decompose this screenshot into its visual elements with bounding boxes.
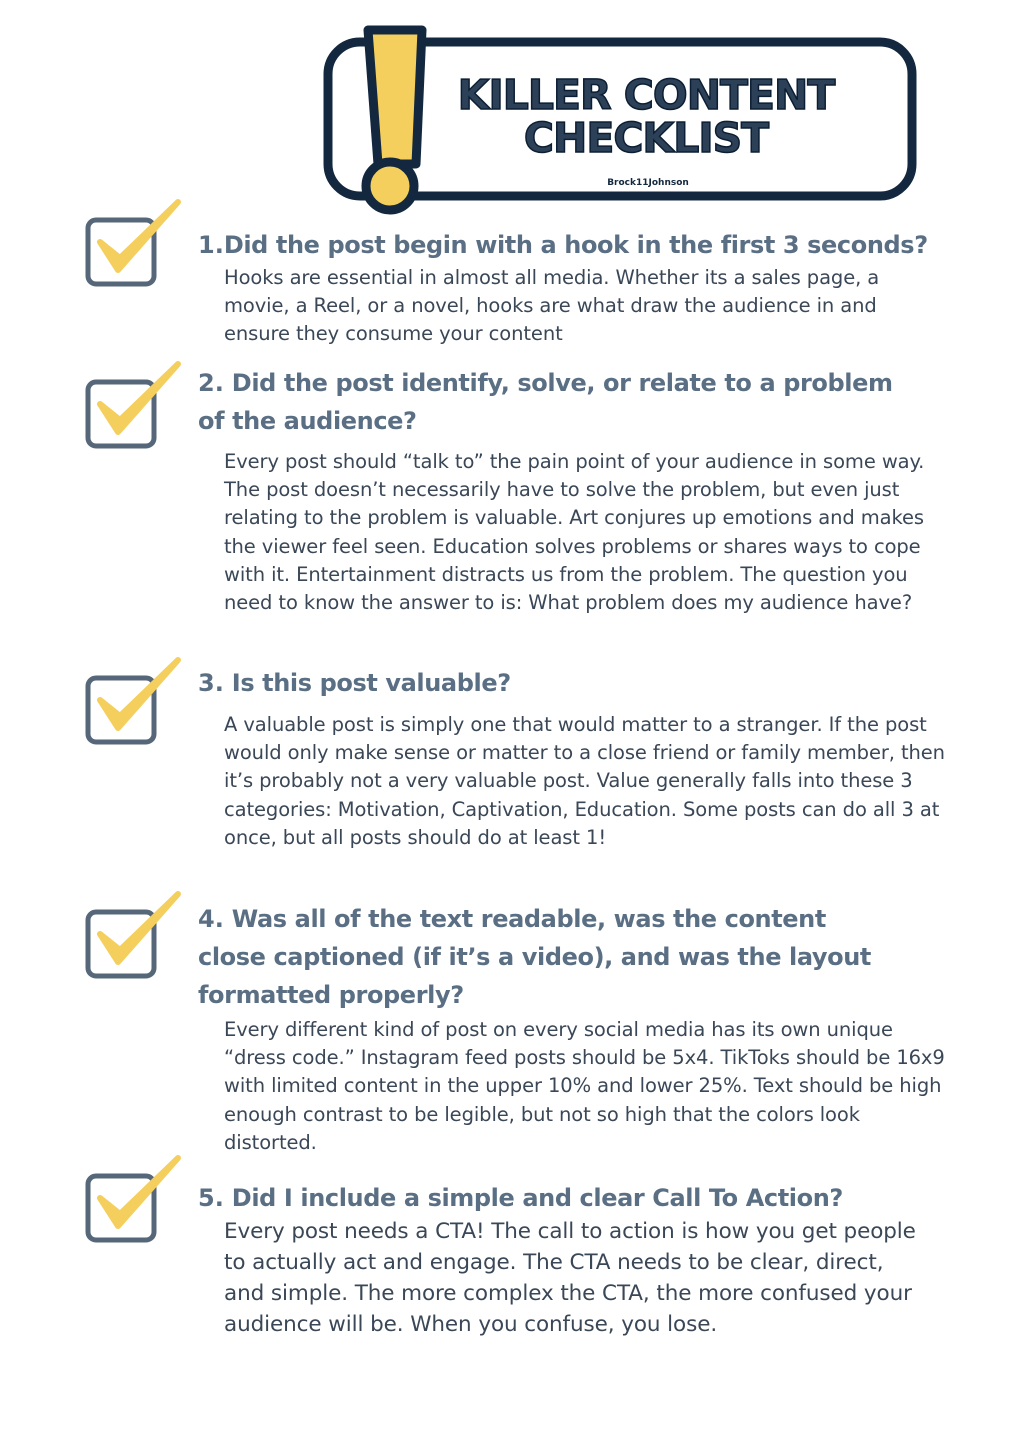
checkbox-checked-icon [84, 1154, 184, 1244]
brand-name: Brock11Johnson [607, 178, 689, 188]
checkbox-checked-icon [84, 656, 184, 746]
question-heading: 3. Is this post valuable? [198, 669, 511, 697]
title-line-1: KILLER CONTENT [457, 71, 835, 119]
question-heading: 1.Did the post begin with a hook in the first 3 seconds? [198, 231, 928, 259]
question-heading: 2. Did the post identify, solve, or relate to a problem of the audience? [198, 369, 893, 435]
answer-text: Every post needs a CTA! The call to action is how you get people to actually act and engage. The CTA needs to be clear, direct, and simple. The more complex the CTA, the more confused your audience will be. When you confuse, you lose. [224, 1219, 916, 1337]
exclamation-icon [366, 30, 422, 210]
answer-text: Every post should “talk to” the pain point of your audience in some way. The post doesn’t necessarily have to solve the problem, but even just relating to the problem is valuable. Art conjures up emotions and makes the viewer feel seen. Education solves problems or shares ways to cope with it. Entertainment distracts us from the problem. The question you need to know the answer to is: What problem does my audience have? [224, 450, 925, 615]
page-title [436, 71, 856, 162]
title-line-2: CHECKLIST [523, 114, 769, 162]
question-heading: 5. Did I include a simple and clear Call To Action? [198, 1184, 843, 1212]
answer-text: A valuable post is simply one that would matter to a stranger. If the post would only make sense or matter to a close friend or family member, then it’s probably not a very valuable post. Value generally falls into these 3 categories: Motivation, Captivation, Education. Some posts can do all 3 at once, but all posts should do at least 1! [224, 713, 945, 849]
checkbox-checked-icon [84, 890, 184, 980]
header-banner [318, 22, 920, 222]
answer-text: Every different kind of post on every social media has its own unique “dress code.” Instagram feed posts should be 5x4. TikToks should be 16x9 with limited content in the upper 10% and lower 25%. Text should be high enough contrast to be legible, but not so high that the colors look distorted. [224, 1018, 945, 1154]
answer-text: Hooks are essential in almost all media. Whether its a sales page, a movie, a Reel, or a novel, hooks are what draw the audience in and ensure they consume your content [224, 266, 880, 346]
checkbox-checked-icon [84, 360, 184, 450]
question-heading: 4. Was all of the text readable, was the content close captioned (if it’s a video), and was the layout formatted properly? [198, 905, 871, 1009]
checkbox-checked-icon [84, 198, 184, 288]
